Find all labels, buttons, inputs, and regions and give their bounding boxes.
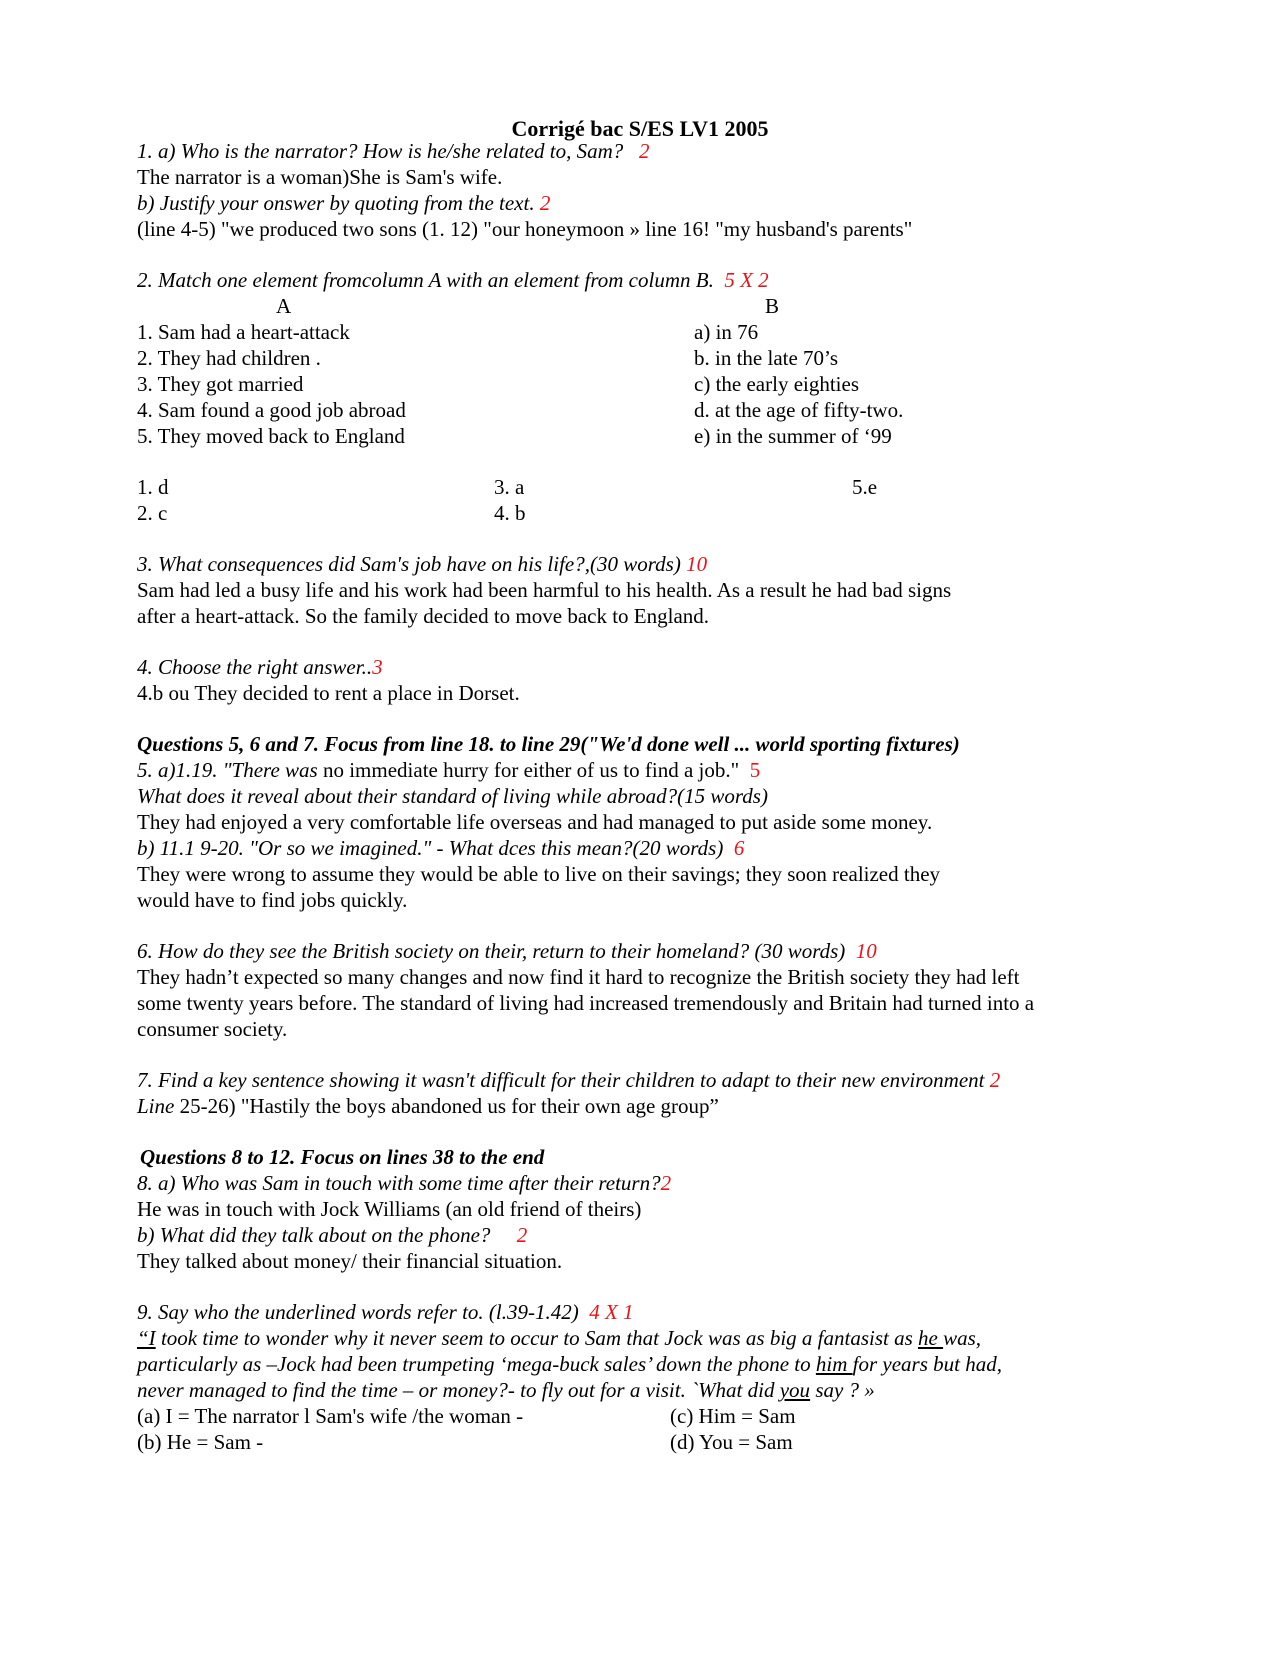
column-b-item: a) in 76 xyxy=(694,320,759,344)
question-1a-text: 1. a) Who is the narrator? How is he/she related to, Sam? xyxy=(137,139,624,163)
question-8a xyxy=(137,1170,671,1196)
question-2-text: 2. Match one element fromcolumn A with an element from column B. xyxy=(137,268,714,292)
quote-text: for years but had, xyxy=(852,1352,1002,1376)
section-heading-8-12: Questions 8 to 12. Focus on lines 38 to the end xyxy=(140,1145,545,1169)
question-1b-text: b) Justify your onswer by quoting from the text. xyxy=(137,191,535,215)
answer-5a: They had enjoyed a very comfortable life overseas and had managed to put aside some money. xyxy=(137,810,933,834)
quote-text: particularly as –Jock had been trumpeting ‘mega-buck sales’ down the phone to xyxy=(137,1352,816,1376)
quote-line xyxy=(137,1351,1002,1377)
underlined-word: “I xyxy=(137,1326,156,1350)
answer-6-line: consumer society. xyxy=(137,1017,288,1041)
question-2-points: 5 X 2 xyxy=(724,268,769,292)
question-9 xyxy=(137,1299,634,1325)
answer-1b: (line 4-5) "we produced two sons (1. 12) "our honeymoon » line 16! "my husband's parents" xyxy=(137,217,913,241)
question-7-text: 7. Find a key sentence showing it wasn't difficult for their children to adapt to their new environment xyxy=(137,1068,985,1092)
question-1a-points: 2 xyxy=(639,139,650,163)
page-title: Corrigé bac S/ES LV1 2005 xyxy=(511,116,769,141)
question-5a-prompt: What does it reveal about their standard of living while abroad?(15 words) xyxy=(137,784,768,808)
answer-3-line: after a heart-attack. So the family decided to move back to England. xyxy=(137,604,710,628)
quote-text: was, xyxy=(943,1326,982,1350)
question-9-text: 9. Say who the underlined words refer to. (l.39-1.42) xyxy=(137,1300,579,1324)
match-answer: 2. c xyxy=(137,501,168,525)
question-1b-points: 2 xyxy=(539,191,551,215)
answer-3-line: Sam had led a busy life and his work had been harmful to his health. As a result he had bad signs xyxy=(137,578,952,602)
column-a-item: 2. They had children . xyxy=(137,346,321,370)
answer-9a: (a) I = The narrator l Sam's wife /the woman - xyxy=(137,1404,524,1428)
column-b-item: c) the early eighties xyxy=(694,372,860,396)
answer-9d: (d) You = Sam xyxy=(670,1430,793,1454)
underlined-word: he xyxy=(918,1326,944,1350)
quote-text: took time to wonder why it never seem to occur to Sam that Jock was as big a fantasist as xyxy=(155,1326,919,1350)
answer-1a: The narrator is a woman)She is Sam's wife. xyxy=(137,165,503,189)
question-8a-points: 2 xyxy=(660,1171,672,1195)
question-1b xyxy=(137,190,550,216)
question-5a-quote-rest: no immediate hurry for either of us to find a job." xyxy=(317,758,740,782)
question-8b xyxy=(137,1222,527,1248)
answer-6-line: some twenty years before. The standard of living had increased tremendously and Britain had turned into a xyxy=(137,991,1035,1015)
column-a-item: 5. They moved back to England xyxy=(137,424,405,448)
quote-text: say ? » xyxy=(810,1378,875,1402)
answer-9c: (c) Him = Sam xyxy=(670,1404,796,1428)
answer-9b: (b) He = Sam - xyxy=(137,1430,264,1454)
match-answer: 5.e xyxy=(852,475,878,499)
question-3-points: 10 xyxy=(686,552,708,576)
question-8b-points: 2 xyxy=(516,1223,528,1247)
answer-7 xyxy=(137,1093,719,1119)
answer-5b-line: would have to find jobs quickly. xyxy=(137,888,408,912)
question-5b-text: b) 11.1 9-20. "Or so we imagined." - What dces this mean?(20 words) xyxy=(137,836,724,860)
answer-7-line-word: Line xyxy=(137,1094,175,1118)
question-5a-quote-start: 5. a)1.19. "There was xyxy=(137,758,318,782)
quote-line xyxy=(137,1377,875,1403)
underlined-word: him xyxy=(815,1352,853,1376)
column-a-item: 4. Sam found a good job abroad xyxy=(137,398,406,422)
question-6 xyxy=(137,938,877,964)
question-4-points: 3 xyxy=(372,655,383,679)
question-1a xyxy=(137,138,650,164)
question-6-points: 10 xyxy=(855,939,877,963)
question-7-points: 2 xyxy=(989,1068,1001,1092)
match-answer: 1. d xyxy=(137,475,169,499)
question-6-text: 6. How do they see the British society on their, return to their homeland? (30 words) xyxy=(137,939,846,963)
quote-text: never managed to find the time – or money?- to fly out for a visit. `What did xyxy=(137,1378,780,1402)
question-4-text: 4. Choose the right answer.. xyxy=(137,655,373,679)
question-8b-text: b) What did they talk about on the phone? xyxy=(137,1223,491,1247)
question-4 xyxy=(137,654,383,680)
quote-line xyxy=(137,1325,981,1351)
column-b-item: b. in the late 70’s xyxy=(694,346,839,370)
match-answer: 4. b xyxy=(494,501,526,525)
answer-8b: They talked about money/ their financial situation. xyxy=(137,1249,563,1273)
question-5a-points: 5 xyxy=(749,758,761,782)
question-8a-text: 8. a) Who was Sam in touch with some time after their return? xyxy=(137,1171,661,1195)
underlined-word: you xyxy=(779,1378,811,1402)
column-a-item: 1. Sam had a heart-attack xyxy=(137,320,350,344)
section-heading-5-7: Questions 5, 6 and 7. Focus from line 18. to line 29("We'd done well ... world sporting fixtures) xyxy=(137,732,960,756)
question-2 xyxy=(137,267,769,293)
question-7 xyxy=(137,1067,1000,1093)
column-b-item: d. at the age of fifty-two. xyxy=(694,398,904,422)
column-a-header: A xyxy=(276,294,292,318)
answer-8a: He was in touch with Jock Williams (an old friend of theirs) xyxy=(137,1197,642,1221)
answer-5b-line: They were wrong to assume they would be able to live on their savings; they soon realized they xyxy=(137,862,941,886)
question-5b-points: 6 xyxy=(733,836,745,860)
question-5a xyxy=(137,757,760,783)
question-3 xyxy=(137,551,707,577)
match-answer: 3. a xyxy=(494,475,525,499)
column-b-item: e) in the summer of ‘99 xyxy=(694,424,892,448)
answer-7-text: 25-26) "Hastily the boys abandoned us for their own age group” xyxy=(174,1094,719,1118)
question-5b xyxy=(137,835,744,861)
question-9-points: 4 X 1 xyxy=(589,1300,634,1324)
answer-6-line: They hadn’t expected so many changes and now find it hard to recognize the British society they had left xyxy=(137,965,1020,989)
column-a-item: 3. They got married xyxy=(137,372,304,396)
question-3-text: 3. What consequences did Sam's job have on his life?,(30 words) xyxy=(137,552,681,576)
column-b-header: B xyxy=(765,294,780,318)
answer-4: 4.b ou They decided to rent a place in Dorset. xyxy=(137,681,520,705)
